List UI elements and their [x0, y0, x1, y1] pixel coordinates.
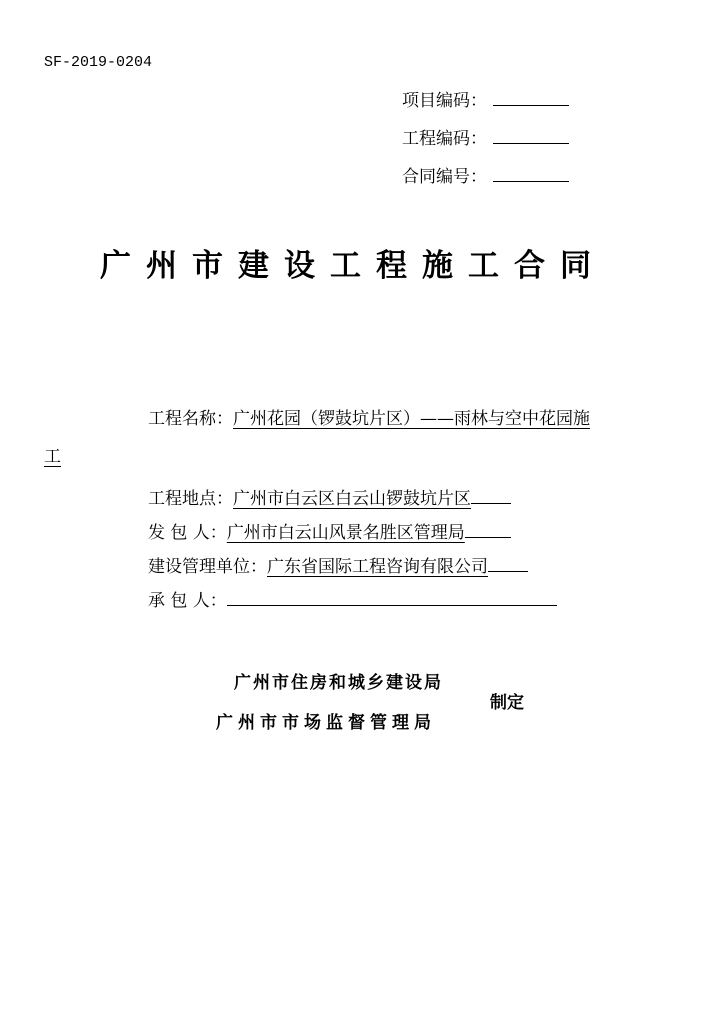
- employer-line: [465, 519, 511, 538]
- project-name-value: 广州花园（锣鼓坑片区）——雨林与空中花园施: [233, 409, 590, 429]
- project-location-value: 广州市白云区白云山锣鼓坑片区: [233, 489, 471, 509]
- engineering-code-blank: [493, 127, 569, 144]
- contract-number-label: 合同编号：: [402, 167, 487, 187]
- engineering-code-label: 工程编码：: [402, 129, 487, 149]
- issuer-suffix: 制定: [490, 693, 524, 713]
- engineering-code-row: [402, 124, 569, 148]
- contractor-blank: [227, 587, 557, 606]
- project-code-blank: [493, 89, 569, 106]
- project-code-label: 项目编码：: [402, 91, 487, 111]
- project-location-label: 工程地点：: [148, 489, 233, 509]
- contract-code-row: [402, 162, 569, 186]
- contractor-label: 承 包 人：: [148, 591, 227, 611]
- construction-manager-field: [148, 552, 528, 577]
- contract-number-blank: [493, 165, 569, 182]
- employer-value: 广州市白云山风景名胜区管理局: [226, 523, 465, 543]
- project-location-line: [471, 485, 511, 504]
- employer-label: 发 包 人：: [148, 523, 227, 543]
- project-location-field: [148, 484, 511, 509]
- project-code-row: [402, 86, 569, 110]
- project-name-value-continued: 工: [44, 447, 61, 467]
- contractor-field: [148, 586, 557, 611]
- construction-manager-line: [488, 553, 528, 572]
- construction-manager-value: 广东省国际工程咨询有限公司: [267, 557, 488, 577]
- document-code: SF-2019-0204: [44, 54, 153, 71]
- project-name-field: [148, 404, 590, 429]
- construction-manager-label: 建设管理单位：: [148, 557, 267, 577]
- employer-field: [148, 518, 511, 543]
- project-name-label: 工程名称：: [148, 409, 233, 429]
- issuer-org-market: 广州市市场监督管理局: [216, 713, 436, 733]
- issuer-org-housing: 广州市住房和城乡建设局: [234, 673, 443, 693]
- page-title: 广州市建设工程施工合同: [100, 248, 606, 284]
